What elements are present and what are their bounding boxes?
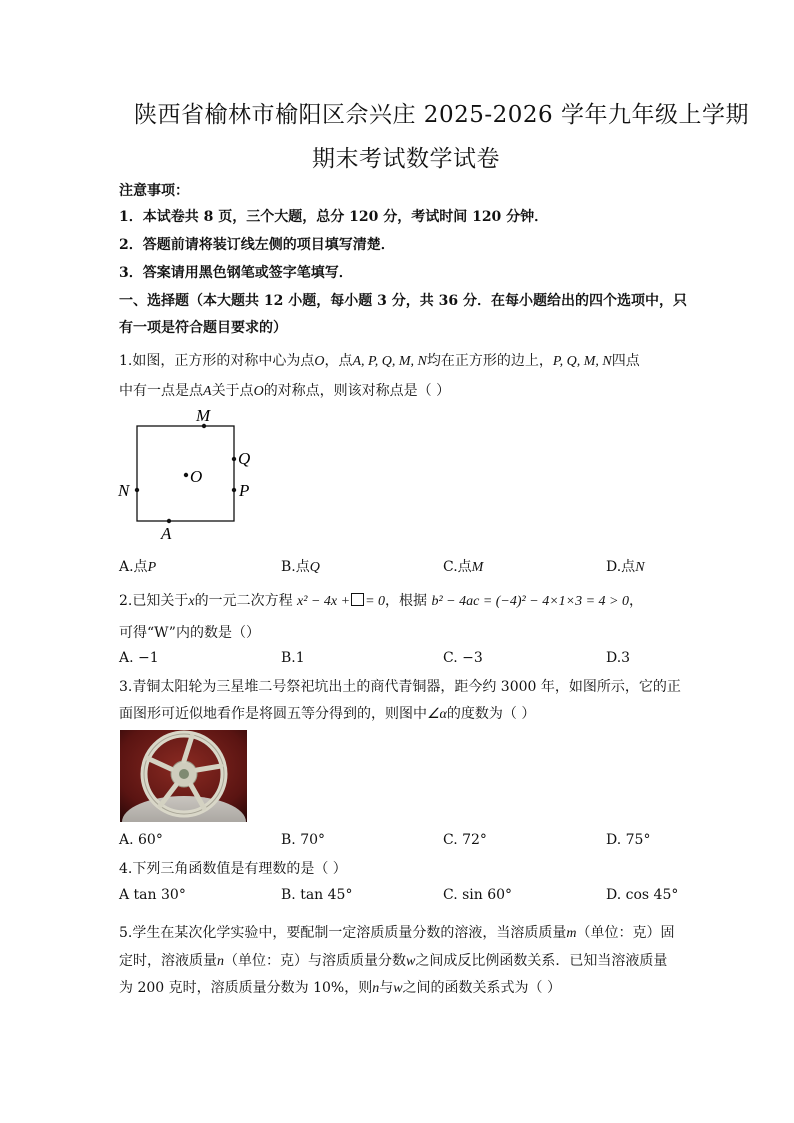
- q1-line2-var-a: A: [203, 384, 212, 399]
- label-n: N: [118, 481, 130, 500]
- q1-line2-var-o: O: [253, 384, 264, 399]
- q2-option-d: D.3: [606, 650, 631, 666]
- q4-option-a: A tan 30°: [119, 887, 186, 903]
- section-1-heading-line1: 一、选择题（本大题共 12 小题，每小题 3 分，共 36 分．在每小题给出的四个选项中，只: [119, 293, 687, 309]
- q3-option-c: C. 72°: [443, 832, 487, 848]
- q5-var-n: n: [217, 954, 224, 969]
- q4-option-d: D. cos 45°: [606, 887, 679, 903]
- q1-line2-b: 关于点: [211, 383, 254, 399]
- notice-item-3: 3．答案请用黑色钢笔或签字笔填写．: [119, 265, 353, 281]
- q5-var-m: m: [566, 926, 577, 941]
- q2-equation: x² − 4x +: [297, 594, 351, 609]
- point-o-dot: [184, 473, 188, 477]
- section-1-heading-line2: 有一项是符合题目要求的）: [119, 320, 287, 336]
- q3-option-a: A. 60°: [119, 832, 163, 848]
- q2-option-a: A. −1: [119, 650, 159, 666]
- blank-box-icon: [351, 593, 364, 606]
- page-title-line2: 期末考试数学试卷: [312, 146, 500, 172]
- q1-option-b: B.点Q: [281, 559, 320, 575]
- q1-points: A, P, Q, M, N: [352, 354, 427, 369]
- q5-var-w-2: w: [393, 981, 403, 996]
- q5-var-n-2: n: [372, 981, 380, 996]
- point-a-dot: [167, 519, 171, 523]
- question-3-line1: 3.青铜太阳轮为三星堆二号祭祀坑出土的商代青铜器，距今约 3000 年，如图所示，它的正: [119, 679, 681, 695]
- q2-discriminant: b² − 4ac = (−4)² − 4×1×3 = 4 > 0: [431, 594, 629, 609]
- label-a: A: [161, 524, 172, 542]
- q1-option-a: A.点P: [119, 559, 157, 575]
- question-2-line1: 2.已知关于x的一元二次方程 x² − 4x + = 0，根据 b² − 4ac = (−4)² − 4×1×3 = 4 > 0，: [119, 593, 643, 609]
- point-p-dot: [232, 488, 236, 492]
- point-q-dot: [232, 457, 236, 461]
- notice-item-1: 1．本试卷共 8 页，三个大题，总分 120 分，考试时间 120 分钟．: [119, 209, 549, 225]
- q3-option-d: D. 75°: [606, 832, 651, 848]
- q3-angle: ∠α: [427, 707, 447, 722]
- notice-item-2: 2．答题前请将装订线左侧的项目填写清楚．: [119, 237, 395, 253]
- q1-line2-a: 中有一点是点: [119, 383, 203, 399]
- label-p: P: [239, 481, 250, 500]
- q1-option-d: D.点N: [606, 559, 645, 575]
- question-5-line1: 5.学生在某次化学实验中，要配制一定溶质质量分数的溶液，当溶质质量m（单位：克）固: [119, 925, 675, 941]
- label-m: M: [196, 406, 211, 425]
- question-5-line3: 为 200 克时，溶质质量分数为 10%，则n与w之间的函数关系式为（ ）: [119, 980, 561, 996]
- label-o: O: [190, 467, 203, 486]
- page-title-line1: 陕西省榆林市榆阳区佘兴庄 2025-2026 学年九年级上学期: [134, 102, 749, 128]
- q2-var-x: x: [188, 594, 195, 609]
- q1-line2-c: 的对称点，则该对称点是（ ）: [263, 383, 451, 399]
- q2-option-b: B.1: [281, 650, 305, 666]
- q4-option-b: B. tan 45°: [281, 887, 353, 903]
- q4-option-c: C. sin 60°: [443, 887, 513, 903]
- question-1-line2: [119, 380, 450, 400]
- q5-var-w: w: [406, 954, 416, 969]
- q1-text-b: ，点: [324, 353, 353, 369]
- q1-var-o: O: [314, 354, 325, 369]
- q1-option-c: C.点M: [443, 559, 484, 575]
- bronze-sun-wheel-photo: [120, 730, 247, 822]
- question-3-line2: 面图形可近似地看作是将圆五等分得到的，则图中∠α的度数为（ ）: [119, 706, 536, 722]
- notice-heading: 注意事项：: [119, 183, 189, 199]
- question-1-line1: [119, 350, 640, 370]
- q3-option-b: B. 70°: [281, 832, 326, 848]
- q1-square-figure: [112, 402, 282, 542]
- q1-points-2: P, Q, M, N: [552, 354, 612, 369]
- point-n-dot: [135, 488, 139, 492]
- q2-option-c: C. −3: [443, 650, 483, 666]
- q1-text-d: 四点: [611, 353, 640, 369]
- question-2-line2: 可得“W”内的数是（）: [119, 625, 260, 641]
- q1-text-a: 1.如图，正方形的对称中心为点: [119, 353, 315, 369]
- question-4-line1: 4.下列三角函数值是有理数的是（ ）: [119, 861, 347, 877]
- label-q: Q: [238, 449, 251, 468]
- question-5-line2: 定时，溶液质量n（单位：克）与溶质质量分数w之间成反比例函数关系．已知当溶液质量: [119, 953, 668, 969]
- q1-text-c: 均在正方形的边上，: [426, 353, 553, 369]
